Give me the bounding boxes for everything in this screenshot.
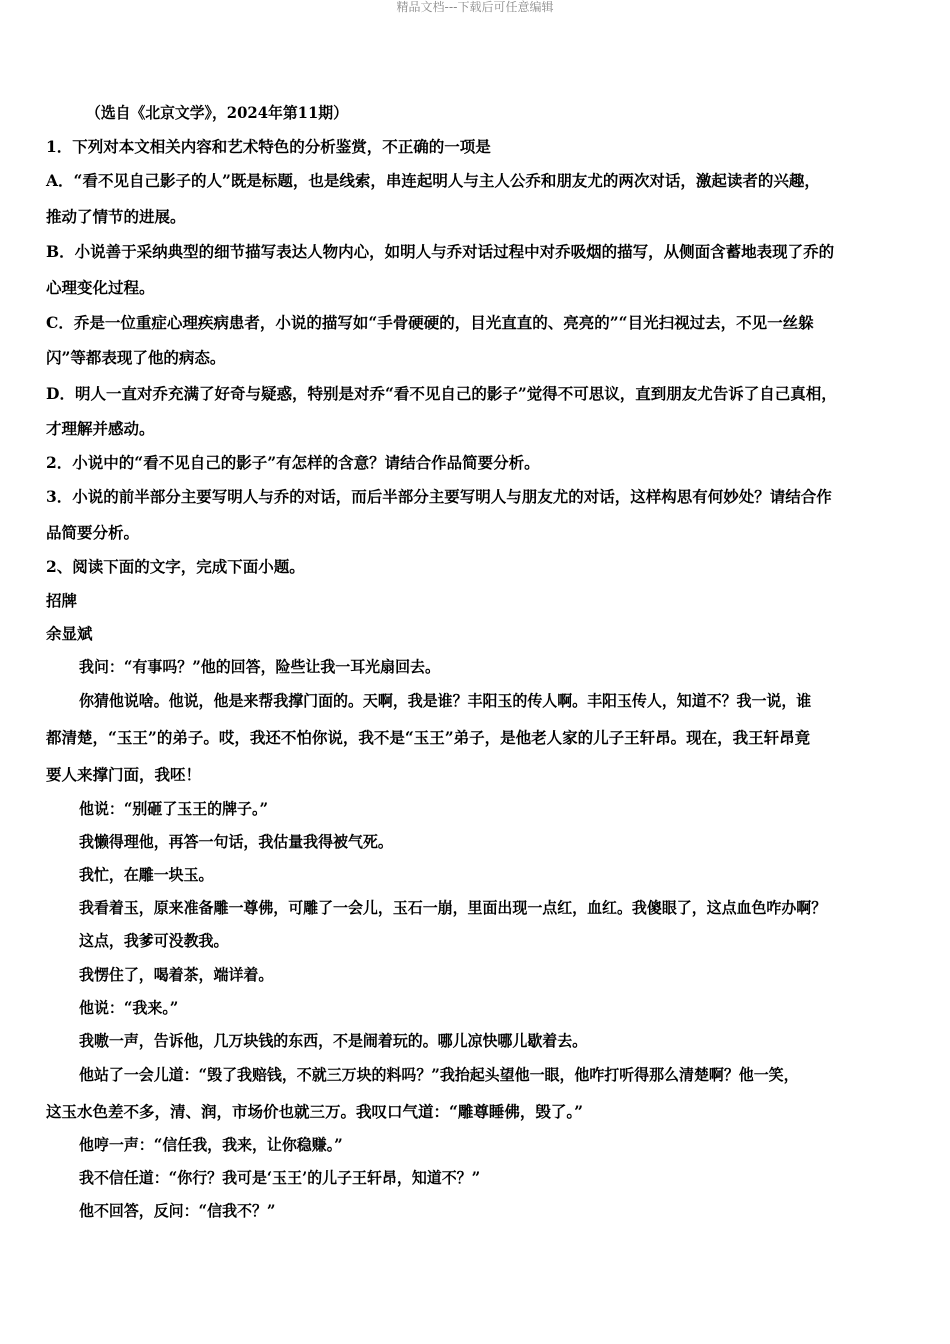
source-note: （选自《北京文学》，2024年第11期） <box>86 103 348 122</box>
story-paragraph: 他说：“我来。” <box>79 998 179 1017</box>
option-b-line2: 心理变化过程。 <box>46 278 155 297</box>
story-paragraph: 我愣住了，喝着茶，端详着。 <box>79 965 274 984</box>
question-3-line1: 3．小说的前半部分主要写明人与乔的对话，而后半部分主要写明人与朋友尤的对话，这样构思有何妙处？请结合作 <box>46 487 832 506</box>
story-paragraph: 他说：“别砸了玉王的牌子。” <box>79 799 269 818</box>
story-paragraph: 我忙，在雕一块玉。 <box>79 865 214 884</box>
story-paragraph: 我看着玉，原来准备雕一尊佛，可雕了一会儿，玉石一崩，里面出现一点红，血红。我傻眼了，这点血色咋办啊？ <box>79 898 827 917</box>
option-c-line1: C．乔是一位重症心理疾病患者，小说的描写如“手骨硬硬的，目光直直的、亮亮的”“目光扫视过去，不见一丝躲 <box>46 313 814 332</box>
question-2: 2．小说中的“看不见自己的影子”有怎样的含意？请结合作品简要分析。 <box>46 453 540 472</box>
page-header: 精品文档---下载后可任意编辑 <box>396 0 554 14</box>
story-paragraph: 我不信任道：“你行？我可是‘玉王’的儿子王轩昂，知道不？” <box>79 1168 481 1187</box>
option-a-line1: A．“看不见自己影子的人”既是标题，也是线索，串连起明人与主人公乔和朋友尤的两次对话，激起读者的兴趣， <box>46 171 820 190</box>
story-title: 招牌 <box>46 591 78 610</box>
option-b-line1: B．小说善于采纳典型的细节描写表达人物内心，如明人与乔对话过程中对乔吸烟的描写，从侧面含蓄地表现了乔的 <box>46 242 835 261</box>
question-3-line2: 品简要分析。 <box>46 523 140 542</box>
story-paragraph: 他站了一会儿道：“毁了我赔钱，不就三万块的料吗？”我抬起头望他一眼，他咋打听得那么清楚啊？他一笑， <box>79 1065 799 1084</box>
story-paragraph: 你猜他说啥。他说，他是来帮我撑门面的。天啊，我是谁？丰阳玉的传人啊。丰阳玉传人，知道不？我一说，谁 <box>79 691 812 710</box>
story-paragraph: 我问：“有事吗？”他的回答，险些让我一耳光扇回去。 <box>79 657 440 676</box>
story-paragraph-cont: 这玉水色差不多，清、润，市场价也就三万。我叹口气道：“雕尊睡佛，毁了。” <box>46 1102 584 1121</box>
story-paragraph: 他哼一声：“信任我，我来，让你稳赚。” <box>79 1135 343 1154</box>
story-paragraph: 我懒得理他，再答一句话，我估量我得被气死。 <box>79 832 393 851</box>
story-paragraph: 我嗷一声，告诉他，几万块钱的东西，不是闹着玩的。哪儿凉快哪儿歇着去。 <box>79 1031 588 1050</box>
section-2-instruction: 2、阅读下面的文字，完成下面小题。 <box>46 557 305 576</box>
option-c-line2: 闪”等都表现了他的病态。 <box>46 348 226 367</box>
story-author: 余显斌 <box>46 624 93 643</box>
story-paragraph: 他不回答，反问：“信我不？” <box>79 1201 276 1220</box>
question-1: 1．下列对本文相关内容和艺术特色的分析鉴赏，不正确的一项是 <box>46 137 491 156</box>
story-paragraph-cont: 要人来撑门面，我呸！ <box>46 765 202 784</box>
option-d-line2: 才理解并感动。 <box>46 419 155 438</box>
story-paragraph-cont: 都清楚，“玉王”的弟子。哎，我还不怕你说，我不是“玉王”弟子，是他老人家的儿子王轩昂。现在，我王轩昂竟 <box>46 728 811 747</box>
option-a-line2: 推动了情节的进展。 <box>46 207 186 226</box>
option-d-line1: D．明人一直对乔充满了好奇与疑惑，特别是对乔“看不见自己的影子”觉得不可思议，直到朋友尤告诉了自己真相， <box>46 384 837 403</box>
story-paragraph-cont: 这点，我爹可没教我。 <box>79 931 229 950</box>
